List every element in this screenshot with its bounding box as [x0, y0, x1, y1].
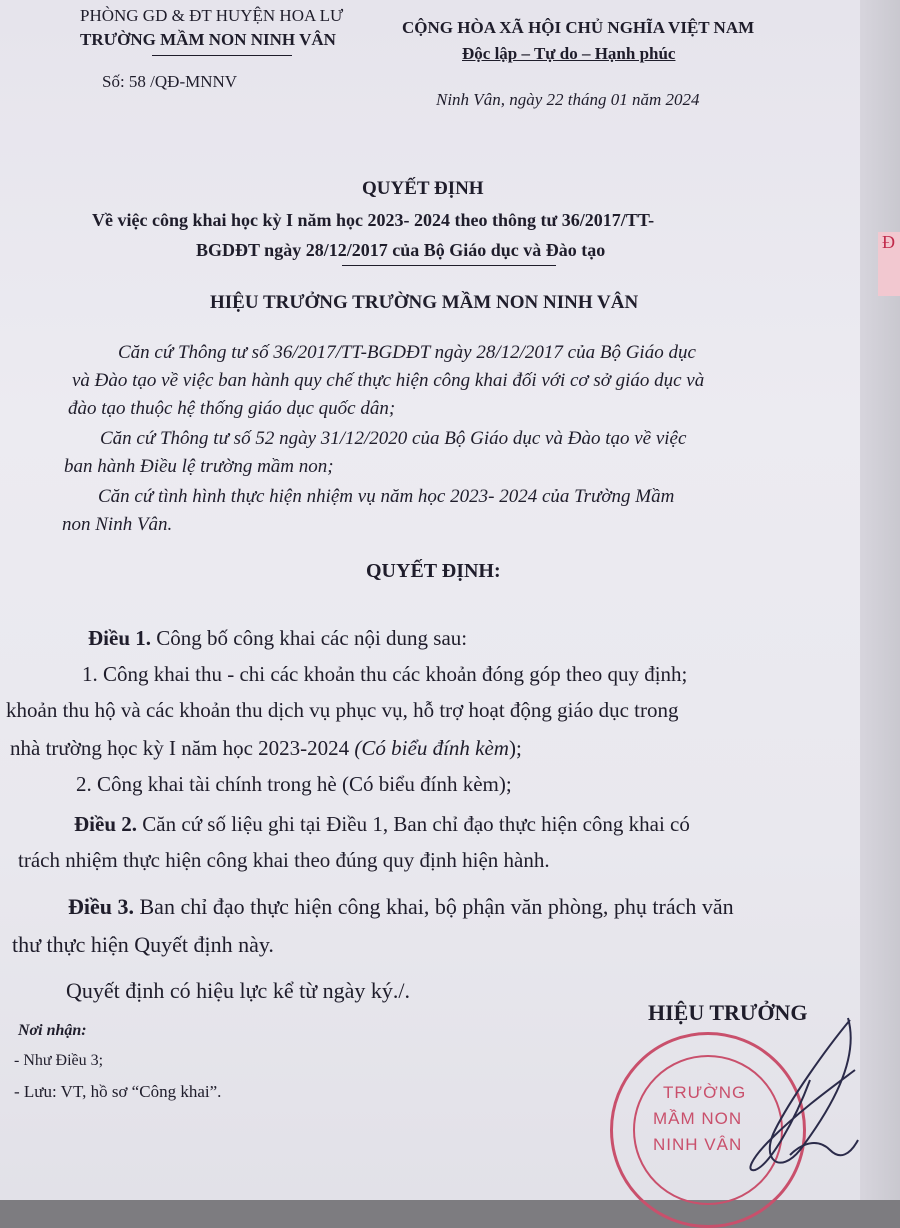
article-1-item-1-cont: khoản thu hộ và các khoản thu dịch vụ phục vụ, hỗ trợ hoạt động giáo dục trong [6, 698, 679, 722]
attachment-note: (Có biểu đính kèm [354, 736, 509, 760]
recipient-item: - Như Điều 3; [14, 1052, 104, 1069]
republic-title: CỘNG HÒA XÃ HỘI CHỦ NGHĨA VIỆT NAM [402, 18, 755, 37]
basis-line: và Đào tạo về việc ban hành quy chế thực hiện công khai đối với cơ sở giáo dục và [72, 370, 705, 391]
effective-clause: Quyết định có hiệu lực kể từ ngày ký./. [66, 978, 410, 1003]
handwritten-signature [660, 990, 860, 1180]
school-underline [152, 55, 292, 56]
article-3 [68, 894, 734, 920]
article-2-text: Căn cứ số liệu ghi tại Điều 1, Ban chỉ đạo thực hiện công khai có [137, 812, 690, 836]
article-3-label: Điều 3. [68, 894, 134, 919]
sticky-note-tab: Đ [878, 232, 900, 296]
decision-heading: QUYẾT ĐỊNH: [366, 560, 501, 582]
subject-line-1: Về việc công khai học kỳ I năm học 2023- 2024 theo thông tư 36/2017/TT- [92, 210, 655, 230]
decision-number: Số: 58 /QĐ-MNNV [102, 72, 238, 91]
basis-line: non Ninh Vân. [62, 514, 173, 535]
basis-line: ban hành Điều lệ trường mầm non; [64, 456, 334, 477]
document-title: QUYẾT ĐỊNH [362, 178, 484, 199]
article-2-label: Điều 2. [74, 812, 137, 836]
basis-line: Căn cứ Thông tư số 52 ngày 31/12/2020 của Bộ Giáo dục và Đào tạo về việc [100, 428, 687, 449]
subject-underline [342, 265, 556, 266]
basis-line: Căn cứ Thông tư số 36/2017/TT-BGDĐT ngày 28/12/2017 của Bộ Giáo dục [118, 342, 696, 363]
article-1-item-2: 2. Công khai tài chính trong hè (Có biểu đính kèm); [76, 772, 512, 796]
seal-text: MẦM NON [653, 1109, 743, 1128]
seal-text: TRƯỜNG [663, 1083, 747, 1102]
article-3-text: Ban chỉ đạo thực hiện công khai, bộ phận văn phòng, phụ trách văn [134, 894, 734, 919]
article-3-cont: thư thực hiện Quyết định này. [12, 932, 274, 957]
recipient-item: - Lưu: VT, hồ sơ “Công khai”. [14, 1082, 222, 1101]
issuing-authority: HIỆU TRƯỞNG TRƯỜNG MẦM NON NINH VÂN [210, 292, 639, 313]
recipients-label: Nơi nhận: [18, 1022, 87, 1039]
national-motto: Độc lập – Tự do – Hạnh phúc [462, 44, 676, 63]
item-text: nhà trường học kỳ I năm học 2023-2024 [10, 736, 355, 760]
school-name: TRƯỜNG MẦM NON NINH VÂN [80, 30, 336, 49]
basis-line: Căn cứ tình hình thực hiện nhiệm vụ năm học 2023- 2024 của Trường Mầm [98, 486, 675, 507]
article-1-text: Công bố công khai các nội dung sau: [151, 626, 468, 650]
article-2 [74, 812, 690, 837]
item-end: ); [508, 736, 522, 760]
signer-title: HIỆU TRƯỞNG [648, 1000, 808, 1025]
article-1-item-1: 1. Công khai thu - chi các khoản thu các khoản đóng góp theo quy định; [82, 662, 688, 686]
page-edge-shadow [860, 0, 900, 1200]
article-1-label: Điều 1. [88, 626, 151, 650]
basis-line: đào tạo thuộc hệ thống giáo dục quốc dân; [68, 398, 396, 419]
seal-text: NINH VÂN [653, 1135, 743, 1154]
article-1-item-1-cont [10, 736, 522, 761]
subject-line-2: BGDĐT ngày 28/12/2017 của Bộ Giáo dục và Đào tạo [196, 240, 606, 260]
agency-name: PHÒNG GD & ĐT HUYỆN HOA LƯ [80, 6, 344, 25]
article-1 [88, 626, 467, 651]
place-and-date: Ninh Vân, ngày 22 tháng 01 năm 2024 [436, 90, 700, 109]
article-2-cont: trách nhiệm thực hiện công khai theo đúng quy định hiện hành. [18, 848, 550, 872]
